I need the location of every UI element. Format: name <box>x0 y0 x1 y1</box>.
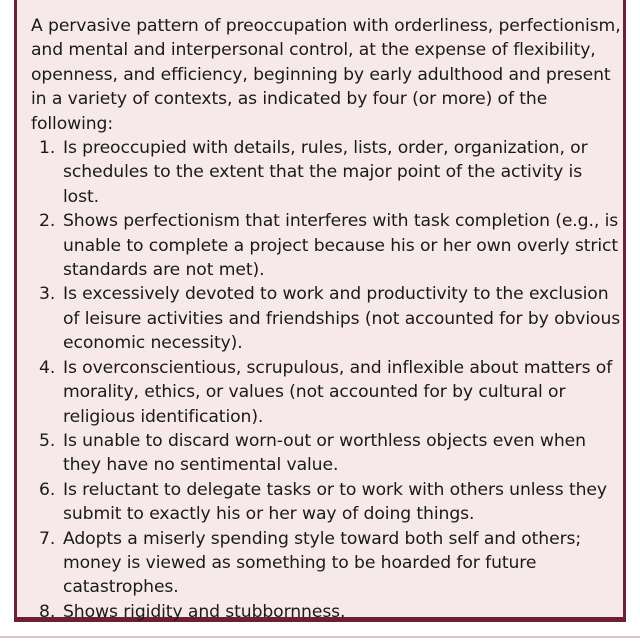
criterion-item <box>31 478 621 527</box>
criterion-number: 1. <box>39 138 56 159</box>
criterion-number: 4. <box>39 357 56 378</box>
criterion-text: Is overconscientious, scrupulous, and inflexible about matters of morality, ethics, or values (not accounted for by cultural or religious identification). <box>63 357 613 427</box>
criterion-item <box>31 136 621 209</box>
intro-paragraph: A pervasive pattern of preoccupation with orderliness, perfectionism, and mental and interpersonal control, at the expense of flexibility, openness, and efficiency, beginning by early adulthood and present in a variety of contexts, as indicated by four (or more) of the following: <box>31 16 621 134</box>
criterion-item <box>31 282 621 355</box>
criterion-text: Adopts a miserly spending style toward both self and others; money is viewed as something to be hoarded for future catastrophes. <box>63 528 582 598</box>
criterion-text: Is reluctant to delegate tasks or to work with others unless they submit to exactly his or her way of doing things. <box>63 479 607 525</box>
criterion-item <box>31 209 621 282</box>
criterion-number: 7. <box>39 528 56 549</box>
criterion-text: Shows rigidity and stubbornness. <box>63 601 346 622</box>
criterion-text: Is unable to discard worn-out or worthless objects even when they have no sentimental value. <box>63 430 586 476</box>
criterion-number: 8. <box>39 601 56 622</box>
criterion-item <box>31 356 621 429</box>
criterion-text: Is preoccupied with details, rules, lists, order, organization, or schedules to the extent that the major point of the activity is lost. <box>63 138 588 207</box>
criteria-list <box>31 136 621 624</box>
criteria-panel <box>14 0 626 622</box>
criterion-item <box>31 429 621 478</box>
criterion-number: 5. <box>39 430 56 451</box>
criteria-content <box>31 14 621 624</box>
criterion-item <box>31 600 621 624</box>
criterion-text: Shows perfectionism that interferes with task completion (e.g., is unable to complete a project because his or her own overly strict standards are not met). <box>63 211 619 281</box>
criterion-text: Is excessively devoted to work and productivity to the exclusion of leisure activities and friendships (not accounted for by obvious economic necessity). <box>63 284 621 354</box>
criterion-number: 6. <box>39 479 56 500</box>
bottom-divider <box>0 636 640 638</box>
criterion-number: 3. <box>39 284 56 305</box>
criterion-number: 2. <box>39 211 56 232</box>
criterion-item <box>31 527 621 600</box>
